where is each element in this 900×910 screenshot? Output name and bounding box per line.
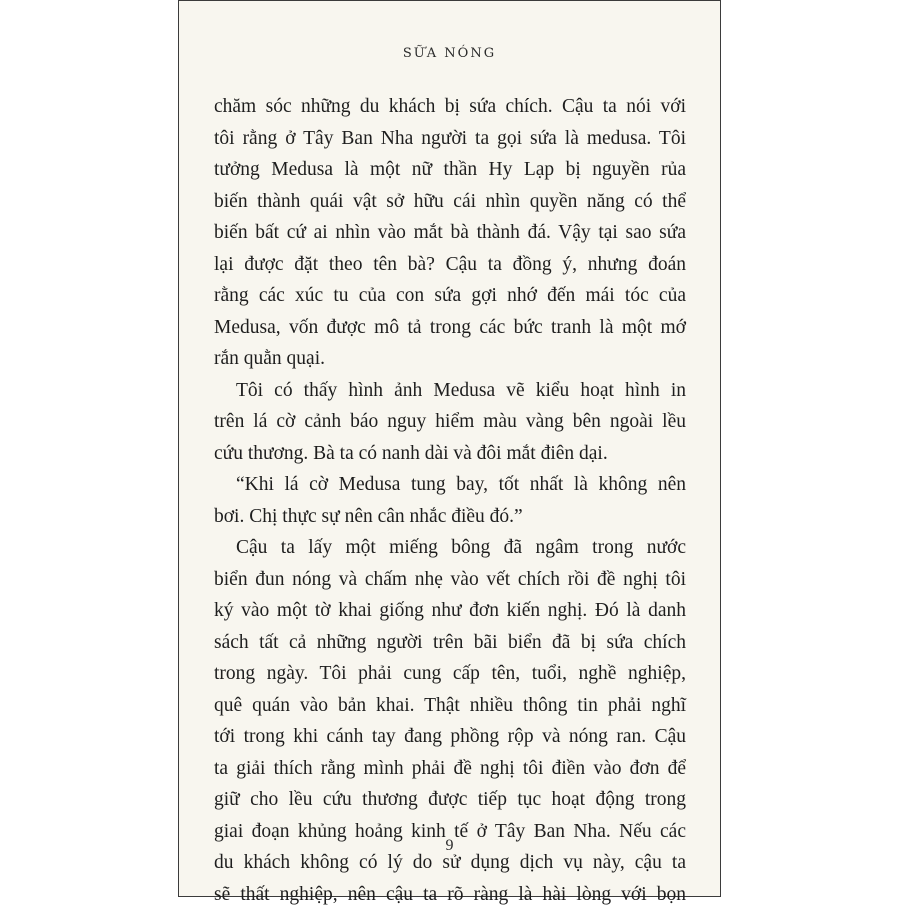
text-line: Cậu ta lấy một miếng bông đã ngâm trong nước [214, 532, 686, 564]
page-number: 9 [179, 837, 720, 855]
text-line: rắn quằn quại. [214, 343, 686, 375]
book-page [178, 0, 721, 897]
text-line: lại được đặt theo tên bà? Cậu ta đồng ý, nhưng đoán [214, 249, 686, 281]
text-line: du khách không có lý do sử dụng dịch vụ này, cậu ta [214, 847, 686, 879]
text-line: Tôi có thấy hình ảnh Medusa vẽ kiểu hoạt hình in [214, 375, 686, 407]
text-line: Medusa, vốn được mô tả trong các bức tranh là một mớ [214, 312, 686, 344]
text-line: giữ cho lều cứu thương được tiếp tục hoạt động trong [214, 784, 686, 816]
text-line: trong ngày. Tôi phải cung cấp tên, tuổi, nghề nghiệp, [214, 658, 686, 690]
text-line: trên lá cờ cảnh báo nguy hiểm màu vàng bên ngoài lều [214, 406, 686, 438]
text-line: chăm sóc những du khách bị sứa chích. Cậu ta nói với [214, 91, 686, 123]
text-line: tưởng Medusa là một nữ thần Hy Lạp bị nguyền rủa [214, 154, 686, 186]
text-line: biến bất cứ ai nhìn vào mắt bà thành đá. Vậy tại sao sứa [214, 217, 686, 249]
text-line: cứu thương. Bà ta có nanh dài và đôi mắt điên dại. [214, 438, 686, 470]
text-line: biến thành quái vật sở hữu cái nhìn quyền năng có thể [214, 186, 686, 218]
text-line: bơi. Chị thực sự nên cân nhắc điều đó.” [214, 501, 686, 533]
text-line: giai đoạn khủng hoảng kinh tế ở Tây Ban Nha. Nếu các [214, 816, 686, 848]
text-line: ký vào một tờ khai giống như đơn kiến nghị. Đó là danh [214, 595, 686, 627]
text-line: biển đun nóng và chấm nhẹ vào vết chích rồi đề nghị tôi [214, 564, 686, 596]
text-line: sách tất cả những người trên bãi biển đã bị sứa chích [214, 627, 686, 659]
body-text [214, 91, 686, 910]
text-line: tôi rằng ở Tây Ban Nha người ta gọi sứa là medusa. Tôi [214, 123, 686, 155]
text-line: tới trong khi cánh tay đang phồng rộp và nóng ran. Cậu [214, 721, 686, 753]
text-line: “Khi lá cờ Medusa tung bay, tốt nhất là không nên [214, 469, 686, 501]
text-line: ta giải thích rằng mình phải đề nghị tôi điền vào đơn để [214, 753, 686, 785]
running-head: SỮA NÓNG [179, 46, 720, 61]
text-line: quê quán vào bản khai. Thật nhiều thông tin phải nghĩ [214, 690, 686, 722]
text-line: rằng các xúc tu của con sứa gợi nhớ đến mái tóc của [214, 280, 686, 312]
text-line: sẽ thất nghiệp, nên cậu ta rõ ràng là hài lòng với bọn [214, 879, 686, 910]
